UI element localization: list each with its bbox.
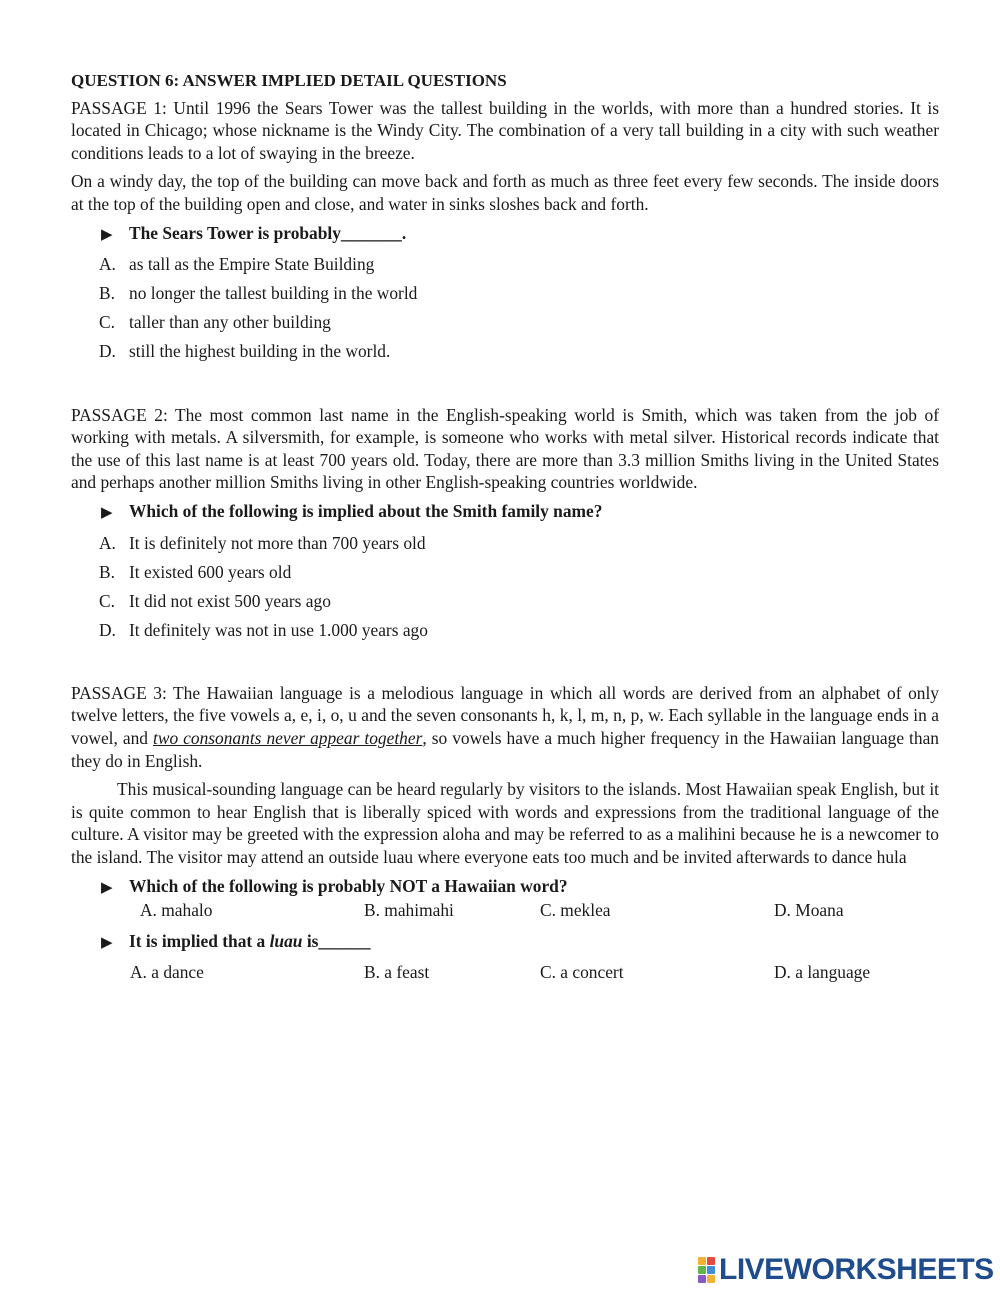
passage-3-emphasis: two consonants never appear together — [153, 728, 423, 749]
question-4-options — [130, 961, 939, 984]
question-2-option[interactable] — [99, 561, 939, 584]
passage-3-paragraph-2: This musical-sounding language can be heard regularly by visitors to the islands. Most Hawaiian speak English, but it is quite common to hear English that is liberally spiced with words and expressions from the traditional language of the culture. A visitor may be greeted with the expression aloha and may be referred to as a malihini because he is a newcomer to the island. The visitor may attend an outside luau where everyone eats too much and be invited afterwards to dance hula — [71, 779, 939, 868]
question-4-option[interactable]: C. a concert — [540, 962, 624, 983]
passage-2-paragraph: PASSAGE 2: The most common last name in the English-speaking world is Smith, which was taken from the job of working with metals. A silversmith, for example, is someone who works with metal silver. Historical records indicate that the use of this last name is at least 700 years old. Today, there are more than 3.3 million Smiths living in the United States and perhaps another million Smiths living in other English-speaking countries worldwide. — [71, 404, 939, 493]
question-1-option[interactable] — [99, 253, 939, 276]
question-1-option[interactable] — [99, 311, 939, 334]
question-2-option[interactable] — [99, 532, 939, 555]
question-4-text — [129, 930, 371, 953]
option-letter: C. — [99, 590, 115, 611]
logo-block — [707, 1266, 715, 1274]
question-1 — [101, 222, 939, 247]
question-2-option[interactable] — [99, 619, 939, 642]
question-2 — [101, 500, 939, 525]
logo-block — [698, 1266, 706, 1274]
logo-blocks-icon — [698, 1257, 715, 1283]
option-text: still the highest building in the world. — [129, 341, 391, 362]
question-3-option[interactable]: B. mahimahi — [364, 900, 454, 921]
passage-3-text: , so vowels have a much higher frequency in the Hawaiian language than they do in English. — [71, 728, 940, 771]
arrow-icon: ▶ — [101, 226, 113, 243]
question-3-option[interactable]: D. Moana — [774, 900, 844, 921]
option-letter: C. — [99, 312, 115, 333]
question-4 — [101, 930, 939, 955]
question-1-option[interactable] — [99, 282, 939, 305]
passage-1-paragraph-2: On a windy day, the top of the building can move back and forth as much as three feet every few seconds. The inside doors at the top of the building open and close, and water in sinks sloshes back and forth. — [71, 171, 939, 214]
option-letter: B. — [99, 561, 115, 582]
spacer — [71, 648, 939, 682]
question-4-text-part: is______ — [302, 930, 371, 951]
option-text: no longer the tallest building in the world — [129, 283, 418, 304]
passage-3-paragraph-1 — [71, 682, 939, 772]
option-text: as tall as the Empire State Building — [129, 254, 375, 275]
option-letter: B. — [99, 283, 115, 304]
arrow-icon: ▶ — [101, 934, 113, 951]
question-4-option[interactable]: B. a feast — [364, 962, 430, 983]
option-text: It existed 600 years old — [129, 561, 292, 582]
question-3-option[interactable]: C. meklea — [540, 900, 611, 921]
logo-block — [707, 1257, 715, 1265]
question-2-text: Which of the following is implied about the Smith family name? — [129, 500, 603, 521]
liveworksheets-logo[interactable] — [698, 1253, 994, 1286]
question-4-option[interactable]: D. a language — [774, 962, 871, 983]
passage-1-paragraph-1: PASSAGE 1: Until 1996 the Sears Tower was the tallest building in the worlds, with more than a hundred stories. It is located in Chicago; whose nickname is the Windy City. The combination of a very tall building in a city with such weather conditions leads to a lot of swaying in the breeze. — [71, 97, 939, 163]
option-letter: A. — [99, 532, 116, 553]
option-text: It did not exist 500 years ago — [129, 590, 331, 611]
option-text: taller than any other building — [129, 312, 331, 333]
passage-3-text: PASSAGE 3: The Hawaiian language is a melodious language in which all words are derived from an alphabet of only twelve letters, the five vowels a, e, i, o, u and the seven consonants h, k, l, m, n, p, w. Each syllable in the language ends in a vowel, and — [71, 682, 939, 749]
question-1-option[interactable] — [99, 340, 939, 363]
option-text: It is definitely not more than 700 years old — [129, 532, 426, 553]
arrow-icon: ▶ — [101, 879, 113, 896]
question-3-options — [140, 899, 939, 922]
question-3-text: Which of the following is probably NOT a Hawaiian word? — [129, 875, 568, 896]
worksheet-page — [71, 70, 939, 990]
logo-block — [698, 1257, 706, 1265]
question-4-text-part: It is implied that a — [129, 930, 270, 951]
question-4-emphasis: luau — [269, 930, 303, 951]
option-letter: A. — [99, 254, 116, 275]
spacer — [71, 370, 939, 404]
question-4-option[interactable]: A. a dance — [130, 962, 204, 983]
option-letter: D. — [99, 341, 116, 362]
question-2-option[interactable] — [99, 590, 939, 613]
logo-block — [707, 1275, 715, 1283]
page-title: QUESTION 6: ANSWER IMPLIED DETAIL QUESTIONS — [71, 71, 507, 90]
option-letter: D. — [99, 619, 116, 640]
logo-text: LIVEWORKSHEETS — [719, 1253, 994, 1286]
option-text: It definitely was not in use 1.000 years ago — [129, 619, 428, 640]
question-3-option[interactable]: A. mahalo — [140, 900, 213, 921]
logo-block — [698, 1275, 706, 1283]
question-3 — [101, 875, 939, 900]
question-1-text: The Sears Tower is probably_______. — [129, 222, 407, 243]
arrow-icon: ▶ — [101, 504, 113, 521]
